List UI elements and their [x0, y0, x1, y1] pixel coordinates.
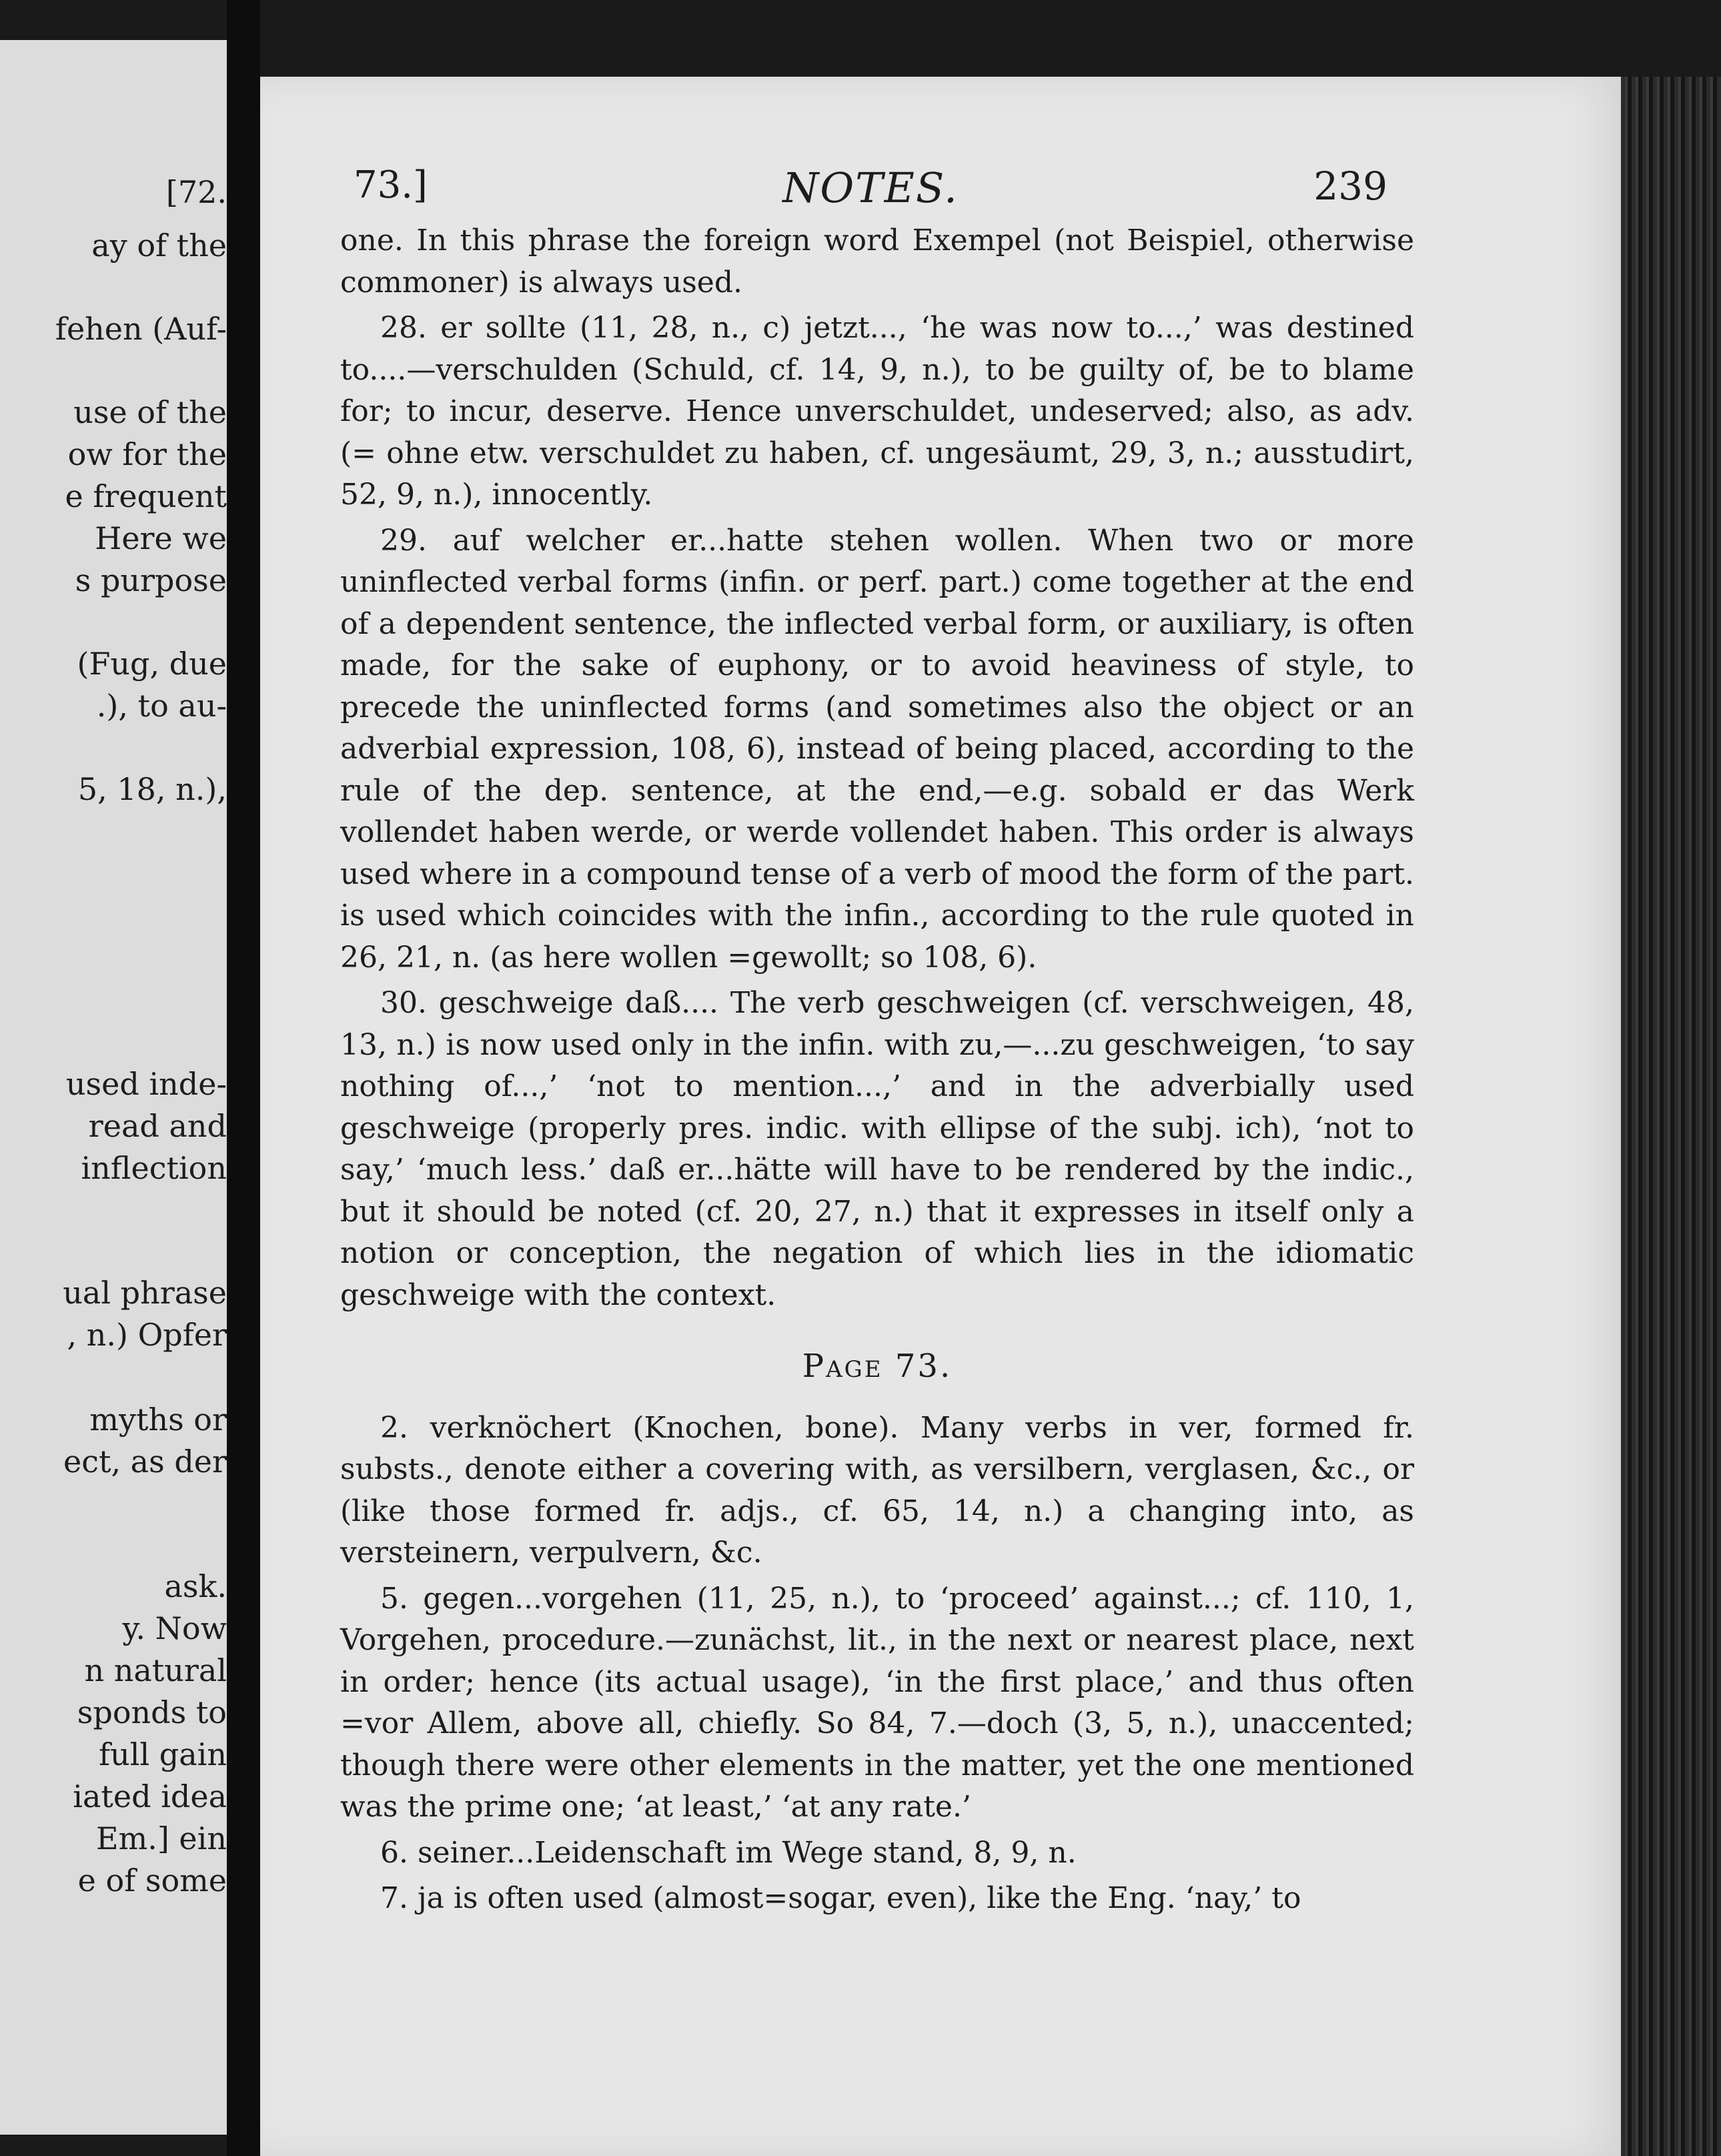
page-edges — [1621, 77, 1721, 2156]
running-title: NOTES. — [782, 163, 959, 212]
left-page-line: inflection — [81, 1150, 227, 1186]
left-page-line: ay of the — [91, 227, 227, 263]
left-page-line: iated idea — [73, 1778, 227, 1814]
left-page-line: ow for the — [67, 436, 227, 472]
left-page-line: .), to au- — [96, 688, 227, 724]
note-28: 28. er sollte (11, 28, n., c) jetzt..., ‘he was now to...,’ was destined to....—verschulden (Schuld, cf. 14, 9, n.), to be guilty of, be to blame for; to incur, deserve. Hence unverschuldet, undeserved; also, as adv. (= ohne etw. verschuldet zu haben, cf. ungesäumt, 29, 3, n.; ausstudirt, 52, 9, n.), innocently. — [340, 311, 1414, 512]
left-page-line: e frequent — [65, 478, 227, 514]
left-page-line: [72. — [165, 174, 227, 210]
page-reference: 73.] — [354, 163, 428, 207]
note-30: 30. geschweige daß.... The verb geschweigen (cf. verschweigen, 48, 13, n.) is now used only in the infin. with zu,—...zu geschweigen, ‘to say nothing of...,’ ‘not to mention...,’ and in the adverbially used geschweige (properly pres. indic. with ellipse of the subj. ich), ‘not to say,’ ‘much less.’ daß er...hätte will have to be rendered by the indic., but it should be noted (cf. 20, 27, n.) that it expresses in itself only a notion or conception, the negation of which lies in the idiomatic geschweige with the context. — [340, 986, 1414, 1312]
left-page-line: e of some — [77, 1862, 227, 1899]
left-page-fragment — [0, 40, 227, 2135]
left-page-line: ect, as der — [63, 1444, 227, 1480]
left-page-line: use of the — [73, 394, 227, 430]
left-page-line: ask. — [164, 1568, 227, 1604]
note-paragraph-continued: one. In this phrase the foreign word Exempel (not Beispiel, otherwise commoner) is always used. — [340, 223, 1414, 300]
left-page-line: ual phrase — [63, 1275, 227, 1311]
note-29: 29. auf welcher er...hatte stehen wollen. When two or more uninflected verbal forms (infin. or perf. part.) come together at the end of a dependent sentence, the inflected verbal form, or auxiliary, is often made, for the sake of euphony, or to avoid heaviness of style, to precede the uninflected forms (and sometimes also the object or an adverbial expression, 108, 6), instead of being placed, according to the rule of the dep. sentence, at the end,—e.g. sobald er das Werk vollendet haben werde, or werde vollendet haben. This order is always used where in a compound tense of a verb of mood the form of the part. is used which coincides with the infin., according to the rule quoted in 26, 21, n. (as here wollen =gewollt; so 108, 6). — [340, 523, 1414, 975]
left-page-line: y. Now — [122, 1610, 227, 1646]
running-header — [354, 163, 1387, 223]
left-page-line: , n.) Opfer — [67, 1317, 227, 1353]
left-page-line: n natural — [84, 1652, 227, 1688]
left-page-line: Here we — [95, 520, 227, 556]
note-73-5: 5. gegen...vorgehen (11, 25, n.), to ‘proceed’ against...; cf. 110, 1, Vorgehen, procedure.—zunächst, lit., in the next or nearest place, next in order; hence (its actual usage), ‘in the first place,’ and thus often =vor Allem, above all, chiefly. So 84, 7.—doch (3, 5, n.), unaccented; though there were other elements in the matter, yet the one mentioned was the prime one; ‘at least,’ ‘at any rate.’ — [340, 1581, 1414, 1824]
left-page-line: Em.] ein — [96, 1820, 227, 1856]
page-number: 239 — [1313, 163, 1387, 209]
book-gutter — [227, 0, 260, 2156]
left-page-line: s purpose — [75, 562, 227, 598]
section-heading: Page 73. — [802, 1348, 953, 1385]
left-page-line: used inde- — [65, 1066, 227, 1102]
left-page-line: 5, 18, n.), — [77, 771, 227, 807]
left-page-line: read and — [88, 1108, 227, 1144]
left-page-line: full gain — [99, 1736, 227, 1772]
left-page-line: (Fug, due — [77, 646, 227, 682]
right-page — [260, 77, 1621, 2156]
notes-body — [340, 220, 1414, 1920]
left-page-line: myths or — [89, 1402, 227, 1438]
note-73-2: 2. verknöchert (Knochen, bone). Many verbs in ver, formed fr. substs., denote either a covering with, as versilbern, verglasen, &c., or (like those formed fr. adjs., cf. 65, 14, n.) a changing into, as versteinern, verpulvern, &c. — [340, 1410, 1414, 1570]
left-page-line: fehen (Auf- — [55, 311, 227, 347]
left-page-line: sponds to — [77, 1694, 227, 1730]
note-73-6: 6. seiner...Leidenschaft im Wege stand, 8, 9, n. — [380, 1835, 1077, 1870]
note-73-7: 7. ja is often used (almost=sogar, even), like the Eng. ‘nay,’ to — [380, 1881, 1301, 1915]
